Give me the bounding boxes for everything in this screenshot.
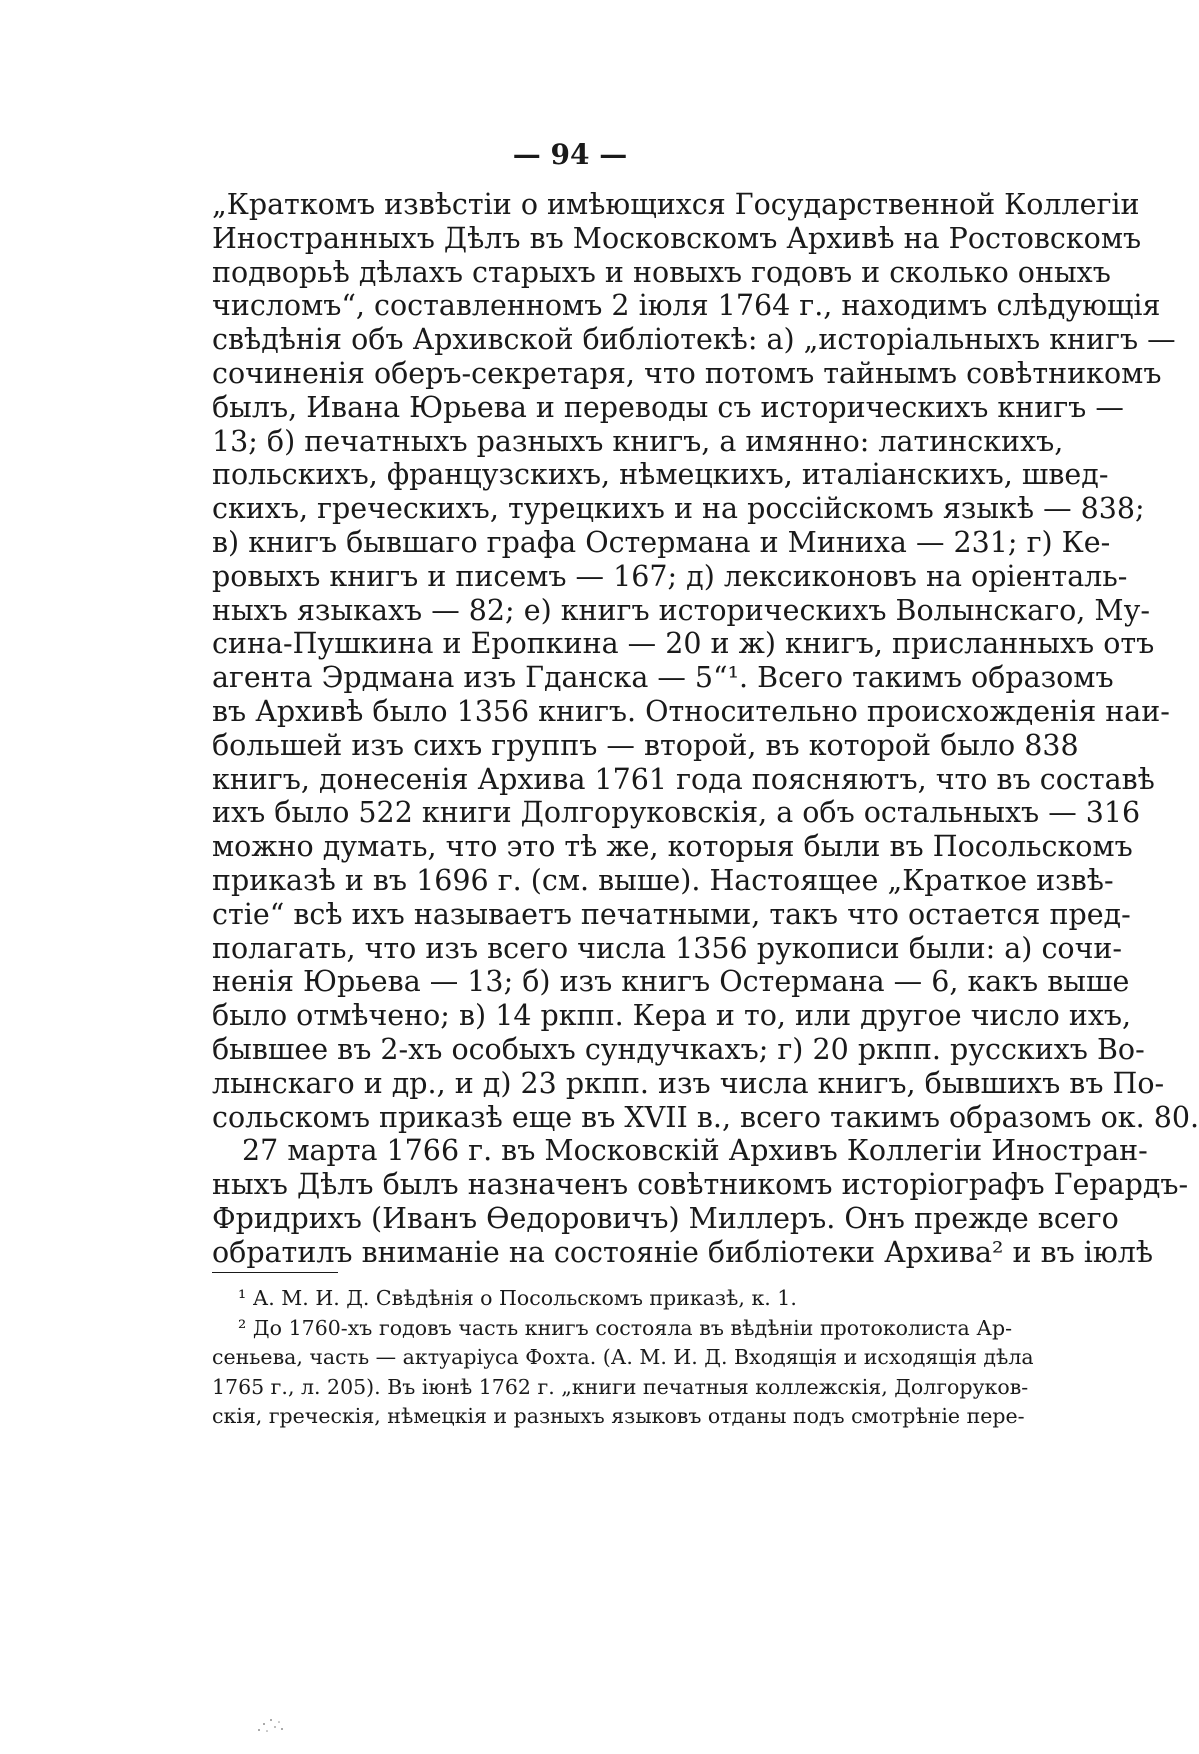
text-line: полагать, что изъ всего числа 1356 рукописи были: а) сочи-: [212, 931, 1123, 965]
text-line: подворьѣ дѣлахъ старыхъ и новыхъ годовъ и сколько оныхъ: [212, 255, 1111, 289]
text-line: агента Эрдмана изъ Гданска — 5“¹. Всего такимъ образомъ: [212, 661, 1114, 695]
body-text: [212, 188, 1199, 1270]
text-line: книгъ, донесенія Архива 1761 года поясняютъ, что въ составѣ: [212, 762, 1155, 796]
text-line: было отмѣчено; в) 14 ркпп. Кера и то, или другое число ихъ,: [212, 999, 1132, 1033]
footnote-line: сеньева, часть — актуаріуса Фохта. (А. М. И. Д. Входящія и исходящія дѣла: [212, 1345, 1034, 1369]
text-line: обратилъ вниманіе на состояніе библіотеки Архива² и въ іюлѣ: [212, 1235, 1154, 1269]
text-line: приказѣ и въ 1696 г. (см. выше). Настоящее „Краткое извѣ-: [212, 863, 1114, 897]
text-line: сольскомъ приказѣ еще въ XVII в., всего такимъ образомъ ок. 80.: [212, 1100, 1199, 1134]
text-line: большей изъ сихъ группъ — второй, въ которой было 838: [212, 728, 1079, 762]
footnote-rule: [212, 1272, 338, 1273]
text-line: польскихъ, французскихъ, нѣмецкихъ, италіанскихъ, швед-: [212, 458, 1109, 492]
text-line: 13; б) печатныхъ разныхъ книгъ, а имянно: латинскихъ,: [212, 424, 1064, 458]
footnotes: [212, 1284, 1034, 1432]
footnote-line: 1765 г., л. 205). Въ іюнѣ 1762 г. „книги печатныя коллежскія, Долгоруков-: [212, 1374, 1029, 1399]
text-line: лынскаго и др., и д) 23 ркпп. изъ числа книгъ, бывшихъ въ По-: [212, 1066, 1165, 1100]
text-line: скихъ, греческихъ, турецкихъ и на россійскомъ языкѣ — 838;: [212, 492, 1145, 526]
text-line: в) книгъ бывшаго графа Остермана и Миниха — 231; г) Ке-: [212, 525, 1111, 559]
text-line: Иностранныхъ Дѣлъ въ Московскомъ Архивѣ на Ростовскомъ: [212, 221, 1142, 255]
text-line: былъ, Ивана Юрьева и переводы съ историческихъ книгъ —: [212, 390, 1124, 424]
text-line: свѣдѣнія объ Архивской библіотекѣ: а) „исторіальныхъ книгъ —: [212, 323, 1176, 357]
text-line: сина-Пушкина и Еропкина — 20 и ж) книгъ, присланныхъ отъ: [212, 627, 1155, 661]
page-number: — 94 —: [512, 138, 628, 171]
text-line: бывшее въ 2-хъ особыхъ сундучкахъ; г) 20 ркпп. русскихъ Во-: [212, 1032, 1145, 1066]
text-line: ихъ было 522 книги Долгоруковскія, а объ остальныхъ — 316: [212, 796, 1141, 830]
text-line: числомъ“, составленномъ 2 іюля 1764 г., находимъ слѣдующія: [212, 289, 1161, 323]
text-line: ровыхъ книгъ и писемъ — 167; д) лексиконовъ на оріенталь-: [212, 559, 1128, 593]
footnote-line: ² До 1760-хъ годовъ часть книгъ состояла въ вѣдѣніи протоколиста Ар-: [238, 1315, 1012, 1340]
text-line: можно думать, что это тѣ же, которыя были въ Посольскомъ: [212, 830, 1133, 864]
text-line: ныхъ Дѣлъ былъ назначенъ совѣтникомъ исторіографъ Герардъ-: [212, 1168, 1189, 1202]
text-line: „Краткомъ извѣстіи о имѣющихся Государственной Коллегіи: [212, 188, 1140, 221]
text-line: Фридрихъ (Иванъ Ѳедоровичъ) Миллеръ. Онъ прежде всего: [212, 1201, 1119, 1235]
text-line: ненія Юрьева — 13; б) изъ книгъ Остермана — 6, какъ выше: [212, 965, 1130, 999]
footnote-line: ¹ А. М. И. Д. Свѣдѣнія о Посольскомъ приказѣ, к. 1.: [238, 1286, 797, 1310]
text-line: сочиненія оберъ-секретаря, что потомъ тайнымъ совѣтникомъ: [212, 356, 1162, 390]
text-line: въ Архивѣ было 1356 книгъ. Относительно происхожденія наи-: [212, 694, 1170, 728]
footnote-line: скія, греческія, нѣмецкія и разныхъ языковъ отданы подъ смотрѣніе пере-: [212, 1404, 1025, 1428]
text-line: 27 марта 1766 г. въ Московскій Архивъ Коллегіи Иностран-: [242, 1134, 1148, 1168]
text-line: ныхъ языкахъ — 82; е) книгъ историческихъ Волынскаго, Му-: [212, 593, 1150, 627]
text-line: стіе“ всѣ ихъ называетъ печатными, такъ что остается пред-: [212, 897, 1131, 931]
scan-speck-marks: [256, 1714, 286, 1736]
